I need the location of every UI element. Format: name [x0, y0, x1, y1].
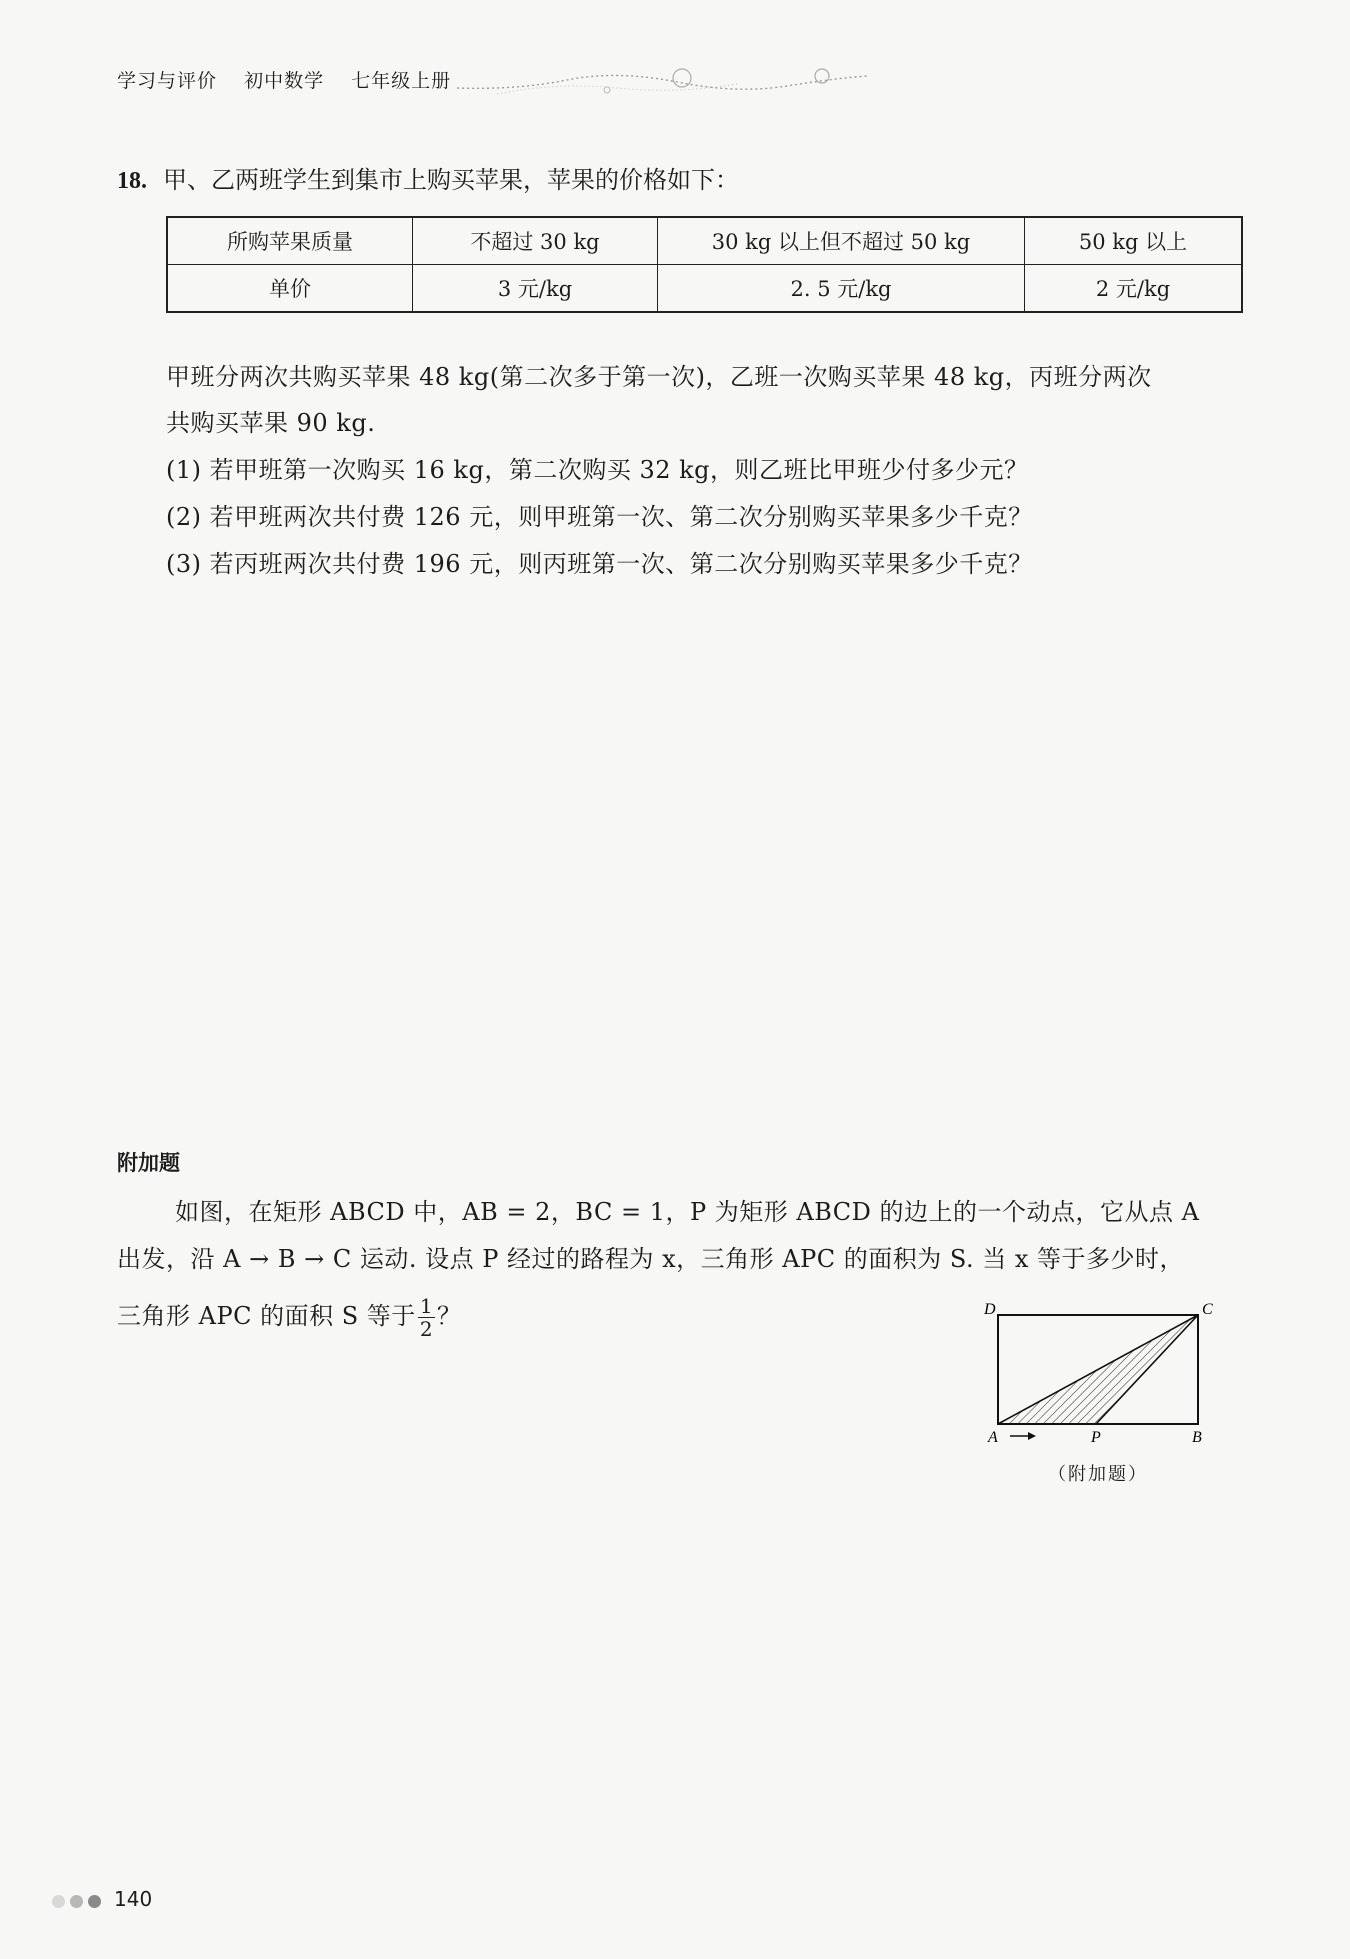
- extra-problem-line-3: [117, 1295, 462, 1340]
- table-cell: 2 元/kg: [1025, 265, 1243, 313]
- problem-18-question-3: (3) 若丙班两次共付费 196 元，则丙班第一次、第二次分别购买苹果多少千克？: [166, 550, 1033, 578]
- extra-problem-line-1: 如图，在矩形 ABCD 中，AB = 2，BC = 1，P 为矩形 ABCD 的边上的一个动点，它从点 A: [175, 1198, 1200, 1226]
- table-cell: 2. 5 元/kg: [658, 265, 1025, 313]
- table-row: [167, 265, 1242, 313]
- problem-number: 18.: [117, 168, 147, 194]
- label-p: P: [1091, 1429, 1101, 1446]
- arrow-head: [1028, 1432, 1036, 1440]
- extra-line-3-end: ？: [437, 1302, 462, 1330]
- label-a: A: [988, 1429, 998, 1446]
- label-b: B: [1192, 1429, 1202, 1446]
- price-table: [166, 216, 1243, 313]
- shaded-triangle-apc: [998, 1315, 1198, 1424]
- problem-18-question-1: (1) 若甲班第一次购买 16 kg，第二次购买 32 kg，则乙班比甲班少付多少元？: [166, 456, 1029, 484]
- table-cell: 3 元/kg: [413, 265, 658, 313]
- problem-18-intro-line-1: 甲班分两次共购买苹果 48 kg(第二次多于第一次)，乙班一次购买苹果 48 kg，丙班分两次: [166, 363, 1152, 391]
- label-d: D: [984, 1301, 996, 1318]
- problem-18-title: [117, 160, 739, 195]
- label-c: C: [1202, 1301, 1213, 1318]
- header-title: [117, 66, 471, 93]
- problem-18-question-2: (2) 若甲班两次共付费 126 元，则甲班第一次、第二次分别购买苹果多少千克？: [166, 503, 1033, 531]
- problem-18-intro-line-2: 共购买苹果 90 kg.: [166, 409, 376, 437]
- table-row: [167, 217, 1242, 265]
- footer-dot: [70, 1895, 83, 1908]
- fraction-denominator: 2: [419, 1317, 434, 1341]
- table-cell: 30 kg 以上但不超过 50 kg: [658, 217, 1025, 265]
- extra-problem-line-2: 出发，沿 A → B → C 运动. 设点 P 经过的路程为 x，三角形 APC 的面积为 S. 当 x 等于多少时，: [117, 1245, 1185, 1273]
- header-book: 学习与评价: [117, 70, 218, 92]
- extra-problem-title: 附加题: [117, 1151, 180, 1175]
- table-cell: 不超过 30 kg: [413, 217, 658, 265]
- header-decoration: [457, 64, 877, 104]
- figure-caption: （附加题）: [1048, 1464, 1148, 1485]
- extra-line-3-text: 三角形 APC 的面积 S 等于: [117, 1302, 416, 1330]
- page-header: [117, 64, 757, 104]
- table-cell: 50 kg 以上: [1025, 217, 1243, 265]
- fraction-one-half: [418, 1295, 435, 1340]
- table-cell: 单价: [167, 265, 413, 313]
- footer-dot: [88, 1895, 101, 1908]
- page-number: 140: [114, 1887, 153, 1911]
- table-cell: 所购苹果质量: [167, 217, 413, 265]
- problem-18-stem: 甲、乙两班学生到集市上购买苹果，苹果的价格如下：: [163, 166, 739, 194]
- fraction-numerator: 1: [419, 1294, 434, 1318]
- header-subject: 初中数学: [244, 70, 325, 92]
- footer-dot: [52, 1895, 65, 1908]
- header-grade: 七年级上册: [351, 70, 452, 92]
